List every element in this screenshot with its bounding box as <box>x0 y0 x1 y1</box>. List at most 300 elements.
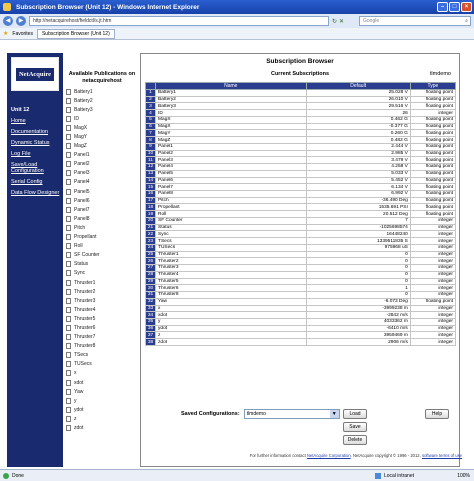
table-row[interactable] <box>146 191 456 198</box>
list-item[interactable] <box>66 287 138 296</box>
nav-save-load-configuration[interactable]: Save/Load Configuration <box>11 162 44 174</box>
list-item[interactable] <box>66 260 138 269</box>
document-icon <box>66 316 71 322</box>
row-index: 6 <box>146 123 156 130</box>
list-item[interactable] <box>66 160 138 169</box>
row-type: floating point <box>410 298 455 305</box>
row-index: 12 <box>146 164 156 171</box>
list-item[interactable] <box>66 278 138 287</box>
document-icon <box>66 243 71 249</box>
row-name: ydot <box>156 325 306 332</box>
row-index: 8 <box>146 137 156 144</box>
row-name: Thruster3 <box>156 265 306 272</box>
row-index: 38 <box>146 339 156 346</box>
column-header-name[interactable]: Name <box>156 83 306 90</box>
document-icon <box>66 179 71 185</box>
row-index: 35 <box>146 318 156 325</box>
row-default: 0 <box>306 251 410 258</box>
row-default: -6.073 Deg <box>306 298 410 305</box>
row-type: floating point <box>410 150 455 157</box>
document-icon <box>66 189 71 195</box>
window-controls <box>437 2 472 12</box>
row-default: 1535.691 PSI <box>306 204 410 211</box>
list-item[interactable] <box>66 214 138 223</box>
saved-configurations-select[interactable] <box>244 409 340 419</box>
list-item[interactable] <box>66 196 138 205</box>
address-bar <box>0 14 474 28</box>
row-type: floating point <box>410 204 455 211</box>
row-index: 26 <box>146 258 156 265</box>
row-name: MagX <box>156 116 306 123</box>
favorites-star-icon[interactable]: ★ <box>3 31 9 37</box>
row-name: zdot <box>156 339 306 346</box>
publication-label: Panel8 <box>74 215 90 222</box>
row-name: Panel3 <box>156 157 306 164</box>
document-icon <box>66 198 71 204</box>
sidebar <box>7 53 63 467</box>
table-row[interactable] <box>146 137 456 144</box>
table-row[interactable] <box>146 123 456 130</box>
table-row[interactable] <box>146 271 456 278</box>
row-type: integer <box>410 332 455 339</box>
row-index: 7 <box>146 130 156 137</box>
document-icon <box>66 107 71 113</box>
list-item[interactable] <box>66 114 138 123</box>
status-bar <box>0 469 474 481</box>
table-row[interactable] <box>146 265 456 272</box>
publication-label: x <box>74 370 77 377</box>
row-index: 19 <box>146 211 156 218</box>
nav-data-flow-designer[interactable]: Data Flow Designer <box>11 190 60 196</box>
row-default: 25.028 V <box>306 90 410 97</box>
row-name: Battery2 <box>156 96 306 103</box>
table-row[interactable] <box>146 110 456 117</box>
table-row[interactable] <box>146 258 456 265</box>
table-row[interactable] <box>146 251 456 258</box>
saved-configurations-value: tlmdemo <box>246 411 266 417</box>
row-index: 16 <box>146 191 156 198</box>
row-default: -6410 m/s <box>306 325 410 332</box>
row-type: integer <box>410 285 455 292</box>
list-item[interactable] <box>66 333 138 342</box>
publication-label: Pitch <box>74 224 86 231</box>
list-item[interactable] <box>66 87 138 96</box>
row-default: 0 <box>306 265 410 272</box>
document-icon <box>66 134 71 140</box>
row-default: 6.134 V <box>306 184 410 191</box>
document-icon <box>66 280 71 286</box>
row-index: 31 <box>146 292 156 299</box>
row-name: Panel7 <box>156 184 306 191</box>
document-icon <box>66 161 71 167</box>
favorites-bar <box>0 28 474 40</box>
row-type: integer <box>410 110 455 117</box>
row-index: 24 <box>146 244 156 251</box>
row-default: 5.033 V <box>306 170 410 177</box>
window-title: Subscription Browser (Unit 12) - Windows Internet Explorer <box>16 3 200 11</box>
delete-button[interactable]: Delete <box>343 435 367 445</box>
row-type: integer <box>410 217 455 224</box>
status-text: Done <box>12 472 24 479</box>
table-row[interactable] <box>146 103 456 110</box>
row-type: integer <box>410 251 455 258</box>
publication-label: MagZ <box>74 143 87 150</box>
table-row[interactable] <box>146 130 456 137</box>
document-icon <box>66 352 71 358</box>
list-item[interactable] <box>66 223 138 232</box>
row-index: 2 <box>146 96 156 103</box>
row-type: floating point <box>410 143 455 150</box>
document-icon <box>66 225 71 231</box>
row-default: 6.992 V <box>306 191 410 198</box>
table-row[interactable] <box>146 305 456 312</box>
row-type: floating point <box>410 211 455 218</box>
row-type: integer <box>410 231 455 238</box>
document-icon <box>66 361 71 367</box>
zoom-level[interactable]: 100% <box>457 473 470 479</box>
forward-icon[interactable]: ▶ <box>16 16 26 26</box>
table-row[interactable] <box>146 164 456 171</box>
row-index: 29 <box>146 278 156 285</box>
row-name: xdot <box>156 312 306 319</box>
table-row[interactable] <box>146 224 456 231</box>
row-type: integer <box>410 292 455 299</box>
document-icon <box>66 407 71 413</box>
row-index: 34 <box>146 312 156 319</box>
row-type: floating point <box>410 157 455 164</box>
row-name: Pitch <box>156 197 306 204</box>
row-index: 9 <box>146 143 156 150</box>
table-row[interactable] <box>146 325 456 332</box>
nav-home[interactable]: Home <box>11 118 26 124</box>
nav-serial-config[interactable]: Serial Config <box>11 179 43 185</box>
list-item[interactable] <box>66 123 138 132</box>
row-type: integer <box>410 258 455 265</box>
publication-label: Battery3 <box>74 106 93 113</box>
table-row[interactable] <box>146 238 456 245</box>
row-default: 16448240 <box>306 231 410 238</box>
document-icon <box>66 425 71 431</box>
row-name: Thruster2 <box>156 258 306 265</box>
row-index: 4 <box>146 110 156 117</box>
favorites-label[interactable]: Favorites <box>12 30 33 37</box>
row-default: 0 <box>306 292 410 299</box>
row-type: floating point <box>410 137 455 144</box>
list-item[interactable] <box>66 178 138 187</box>
list-item[interactable] <box>66 251 138 260</box>
table-row[interactable] <box>146 244 456 251</box>
table-row[interactable] <box>146 150 456 157</box>
row-default: 26 <box>306 110 410 117</box>
list-item[interactable] <box>66 96 138 105</box>
row-type: floating point <box>410 123 455 130</box>
list-item[interactable] <box>66 414 138 423</box>
row-index: 30 <box>146 285 156 292</box>
back-icon[interactable]: ◀ <box>3 16 13 26</box>
list-item[interactable] <box>66 151 138 160</box>
row-name: Thruster4 <box>156 271 306 278</box>
row-index: 14 <box>146 177 156 184</box>
document-icon <box>66 152 71 158</box>
footer-prefix: For further information contact <box>249 453 306 458</box>
publication-label: zdot <box>74 425 84 432</box>
document-icon <box>66 370 71 376</box>
table-row[interactable] <box>146 90 456 97</box>
current-config-name: tlmdemo <box>429 71 451 77</box>
publication-label: Thruster3 <box>74 297 96 304</box>
document-icon <box>66 416 71 422</box>
close-button[interactable]: × <box>461 2 472 12</box>
publication-label: Battery1 <box>74 88 93 95</box>
document-icon <box>66 234 71 240</box>
document-icon <box>66 389 71 395</box>
load-button[interactable]: Load <box>343 409 367 419</box>
list-item[interactable] <box>66 323 138 332</box>
table-row[interactable] <box>146 278 456 285</box>
table-row[interactable] <box>146 285 456 292</box>
document-icon <box>66 89 71 95</box>
unit-label: Unit 12 <box>11 107 30 113</box>
tab-subscription-browser[interactable]: Subscription Browser (Unit 12) <box>37 29 115 39</box>
nav-dynamic-status[interactable]: Dynamic Status <box>11 140 50 146</box>
row-name: y <box>156 318 306 325</box>
row-default: -3999238 m <box>306 305 410 312</box>
row-default: -36.490 Deg <box>306 197 410 204</box>
row-index: 13 <box>146 170 156 177</box>
publication-label: Thruster2 <box>74 288 96 295</box>
table-row[interactable] <box>146 318 456 325</box>
row-type: integer <box>410 278 455 285</box>
publication-label: Panel6 <box>74 197 90 204</box>
row-name: MagZ <box>156 137 306 144</box>
row-name: Roll <box>156 211 306 218</box>
row-default: 2.444 V <box>306 143 410 150</box>
footer-company-link[interactable]: NetAcquire Corporation <box>306 453 351 458</box>
publication-label: xdot <box>74 379 84 386</box>
table-row[interactable] <box>146 217 456 224</box>
list-item[interactable] <box>66 423 138 432</box>
publication-label: Panel7 <box>74 206 90 213</box>
row-index: 22 <box>146 231 156 238</box>
row-default: 0 <box>306 271 410 278</box>
row-index: 25 <box>146 251 156 258</box>
publications-panel <box>66 71 138 461</box>
table-row[interactable] <box>146 204 456 211</box>
nav-documentation[interactable]: Documentation <box>11 129 48 135</box>
row-index: 15 <box>146 184 156 191</box>
row-type: integer <box>410 312 455 319</box>
window-titlebar <box>0 0 474 14</box>
table-row[interactable] <box>146 339 456 346</box>
stop-icon[interactable]: ✕ <box>339 18 345 25</box>
list-item[interactable] <box>66 360 138 369</box>
help-button[interactable]: Help <box>425 409 449 419</box>
address-actions <box>332 18 344 25</box>
list-item[interactable] <box>66 396 138 405</box>
row-default: -2842 m/s <box>306 312 410 319</box>
table-row[interactable] <box>146 170 456 177</box>
publication-label: Battery2 <box>74 97 93 104</box>
row-type: floating point <box>410 164 455 171</box>
list-item[interactable] <box>66 233 138 242</box>
document-icon <box>66 380 71 386</box>
maximize-button[interactable]: □ <box>449 2 460 12</box>
row-default: 4033362 m <box>306 318 410 325</box>
list-item[interactable] <box>66 378 138 387</box>
row-default: 0.462 G <box>306 116 410 123</box>
row-default: -1025698574 <box>306 224 410 231</box>
list-item[interactable] <box>66 187 138 196</box>
list-item[interactable] <box>66 105 138 114</box>
row-index: 23 <box>146 238 156 245</box>
row-type: floating point <box>410 90 455 97</box>
row-name: Panel8 <box>156 191 306 198</box>
publication-label: Thruster7 <box>74 334 96 341</box>
row-default: 4.258 V <box>306 164 410 171</box>
table-row[interactable] <box>146 177 456 184</box>
publication-label: ydot <box>74 406 84 413</box>
footer-terms-link[interactable]: software terms of use <box>421 453 462 458</box>
table-row[interactable] <box>146 96 456 103</box>
publication-label: Thruster5 <box>74 315 96 322</box>
row-default: 3.479 V <box>306 157 410 164</box>
row-name: Status <box>156 224 306 231</box>
document-icon <box>66 325 71 331</box>
list-item[interactable] <box>66 242 138 251</box>
row-name: Thruster8 <box>156 292 306 299</box>
row-index: 18 <box>146 204 156 211</box>
row-name: Panel5 <box>156 170 306 177</box>
list-item[interactable] <box>66 369 138 378</box>
row-default: 0.260 G <box>306 130 410 137</box>
document-icon <box>66 307 71 313</box>
table-row[interactable] <box>146 332 456 339</box>
table-row[interactable] <box>146 197 456 204</box>
row-name: Thruster6 <box>156 285 306 292</box>
publications-heading: Available Publications on netacquirehost <box>68 71 136 84</box>
row-type: integer <box>410 224 455 231</box>
document-icon <box>66 207 71 213</box>
list-item[interactable] <box>66 314 138 323</box>
table-row[interactable] <box>146 157 456 164</box>
save-button[interactable]: Save <box>343 422 367 432</box>
row-name: Thruster5 <box>156 278 306 285</box>
row-type: floating point <box>410 96 455 103</box>
row-default: 26.010 V <box>306 96 410 103</box>
publication-label: Propellant <box>74 234 97 241</box>
row-name: TSecs <box>156 238 306 245</box>
publication-label: Sync <box>74 270 86 277</box>
document-icon <box>66 98 71 104</box>
row-type: integer <box>410 265 455 272</box>
column-header-type[interactable]: Type <box>410 83 455 90</box>
row-index: 27 <box>146 265 156 272</box>
column-header-default[interactable]: Default <box>306 83 410 90</box>
list-item[interactable] <box>66 142 138 151</box>
row-default: 20.512 Deg <box>306 211 410 218</box>
table-row[interactable] <box>146 231 456 238</box>
row-default: 7 <box>306 217 410 224</box>
search-input[interactable] <box>359 16 471 26</box>
row-type: integer <box>410 325 455 332</box>
row-type: floating point <box>410 170 455 177</box>
table-row[interactable] <box>146 143 456 150</box>
list-item[interactable] <box>66 296 138 305</box>
row-name: Panel6 <box>156 177 306 184</box>
row-index: 5 <box>146 116 156 123</box>
row-name: x <box>156 305 306 312</box>
row-default: 3959469 m <box>306 332 410 339</box>
table-row[interactable] <box>146 312 456 319</box>
list-item[interactable] <box>66 405 138 414</box>
list-item[interactable] <box>66 269 138 278</box>
publication-label: TSecs <box>74 352 89 359</box>
refresh-icon[interactable]: ↻ <box>332 18 338 25</box>
row-default: -0.377 G <box>306 123 410 130</box>
list-item[interactable] <box>66 387 138 396</box>
list-item[interactable] <box>66 132 138 141</box>
publication-label: z <box>74 415 77 422</box>
ie-icon <box>3 3 11 11</box>
minimize-button[interactable]: – <box>437 2 448 12</box>
table-row[interactable] <box>146 298 456 305</box>
row-name: TUSecs <box>156 244 306 251</box>
publication-label: TUSecs <box>74 361 92 368</box>
address-input[interactable]: http://netacquirehost/fieldctl/s.jt.htm <box>29 16 329 26</box>
search-icon[interactable]: ⌕ <box>465 18 468 24</box>
document-icon <box>66 116 71 122</box>
row-name: Thruster1 <box>156 251 306 258</box>
nav-log-file[interactable]: Log File <box>11 151 31 157</box>
done-icon <box>3 473 9 479</box>
list-item[interactable] <box>66 351 138 360</box>
row-type: integer <box>410 244 455 251</box>
row-type: floating point <box>410 184 455 191</box>
publication-label: Thruster4 <box>74 306 96 313</box>
document-icon <box>66 252 71 258</box>
document-icon <box>66 125 71 131</box>
saved-configurations-label: Saved Configurations: <box>181 411 240 417</box>
row-index: 1 <box>146 90 156 97</box>
row-type: floating point <box>410 130 455 137</box>
publication-label: Thruster6 <box>74 324 96 331</box>
footer <box>140 453 462 458</box>
list-item[interactable] <box>66 169 138 178</box>
row-index: 11 <box>146 157 156 164</box>
row-default: 2906 m/s <box>306 339 410 346</box>
logo-text: NetAcquire <box>16 68 54 81</box>
publication-label: Panel1 <box>74 152 90 159</box>
list-item[interactable] <box>66 305 138 314</box>
list-item[interactable] <box>66 205 138 214</box>
table-row[interactable] <box>146 292 456 299</box>
table-row[interactable] <box>146 184 456 191</box>
document-icon <box>66 289 71 295</box>
publication-label: Panel4 <box>74 179 90 186</box>
publication-label: Yaw <box>74 388 84 395</box>
table-row[interactable] <box>146 211 456 218</box>
row-default: 0 <box>306 258 410 265</box>
publication-label: Thruster8 <box>74 343 96 350</box>
document-icon <box>66 343 71 349</box>
table-row[interactable] <box>146 116 456 123</box>
publication-label: Panel2 <box>74 161 90 168</box>
row-index: 37 <box>146 332 156 339</box>
subscription-browser-panel <box>140 53 460 467</box>
chevron-down-icon[interactable]: ▼ <box>330 410 339 418</box>
document-icon <box>66 334 71 340</box>
list-item[interactable] <box>66 342 138 351</box>
